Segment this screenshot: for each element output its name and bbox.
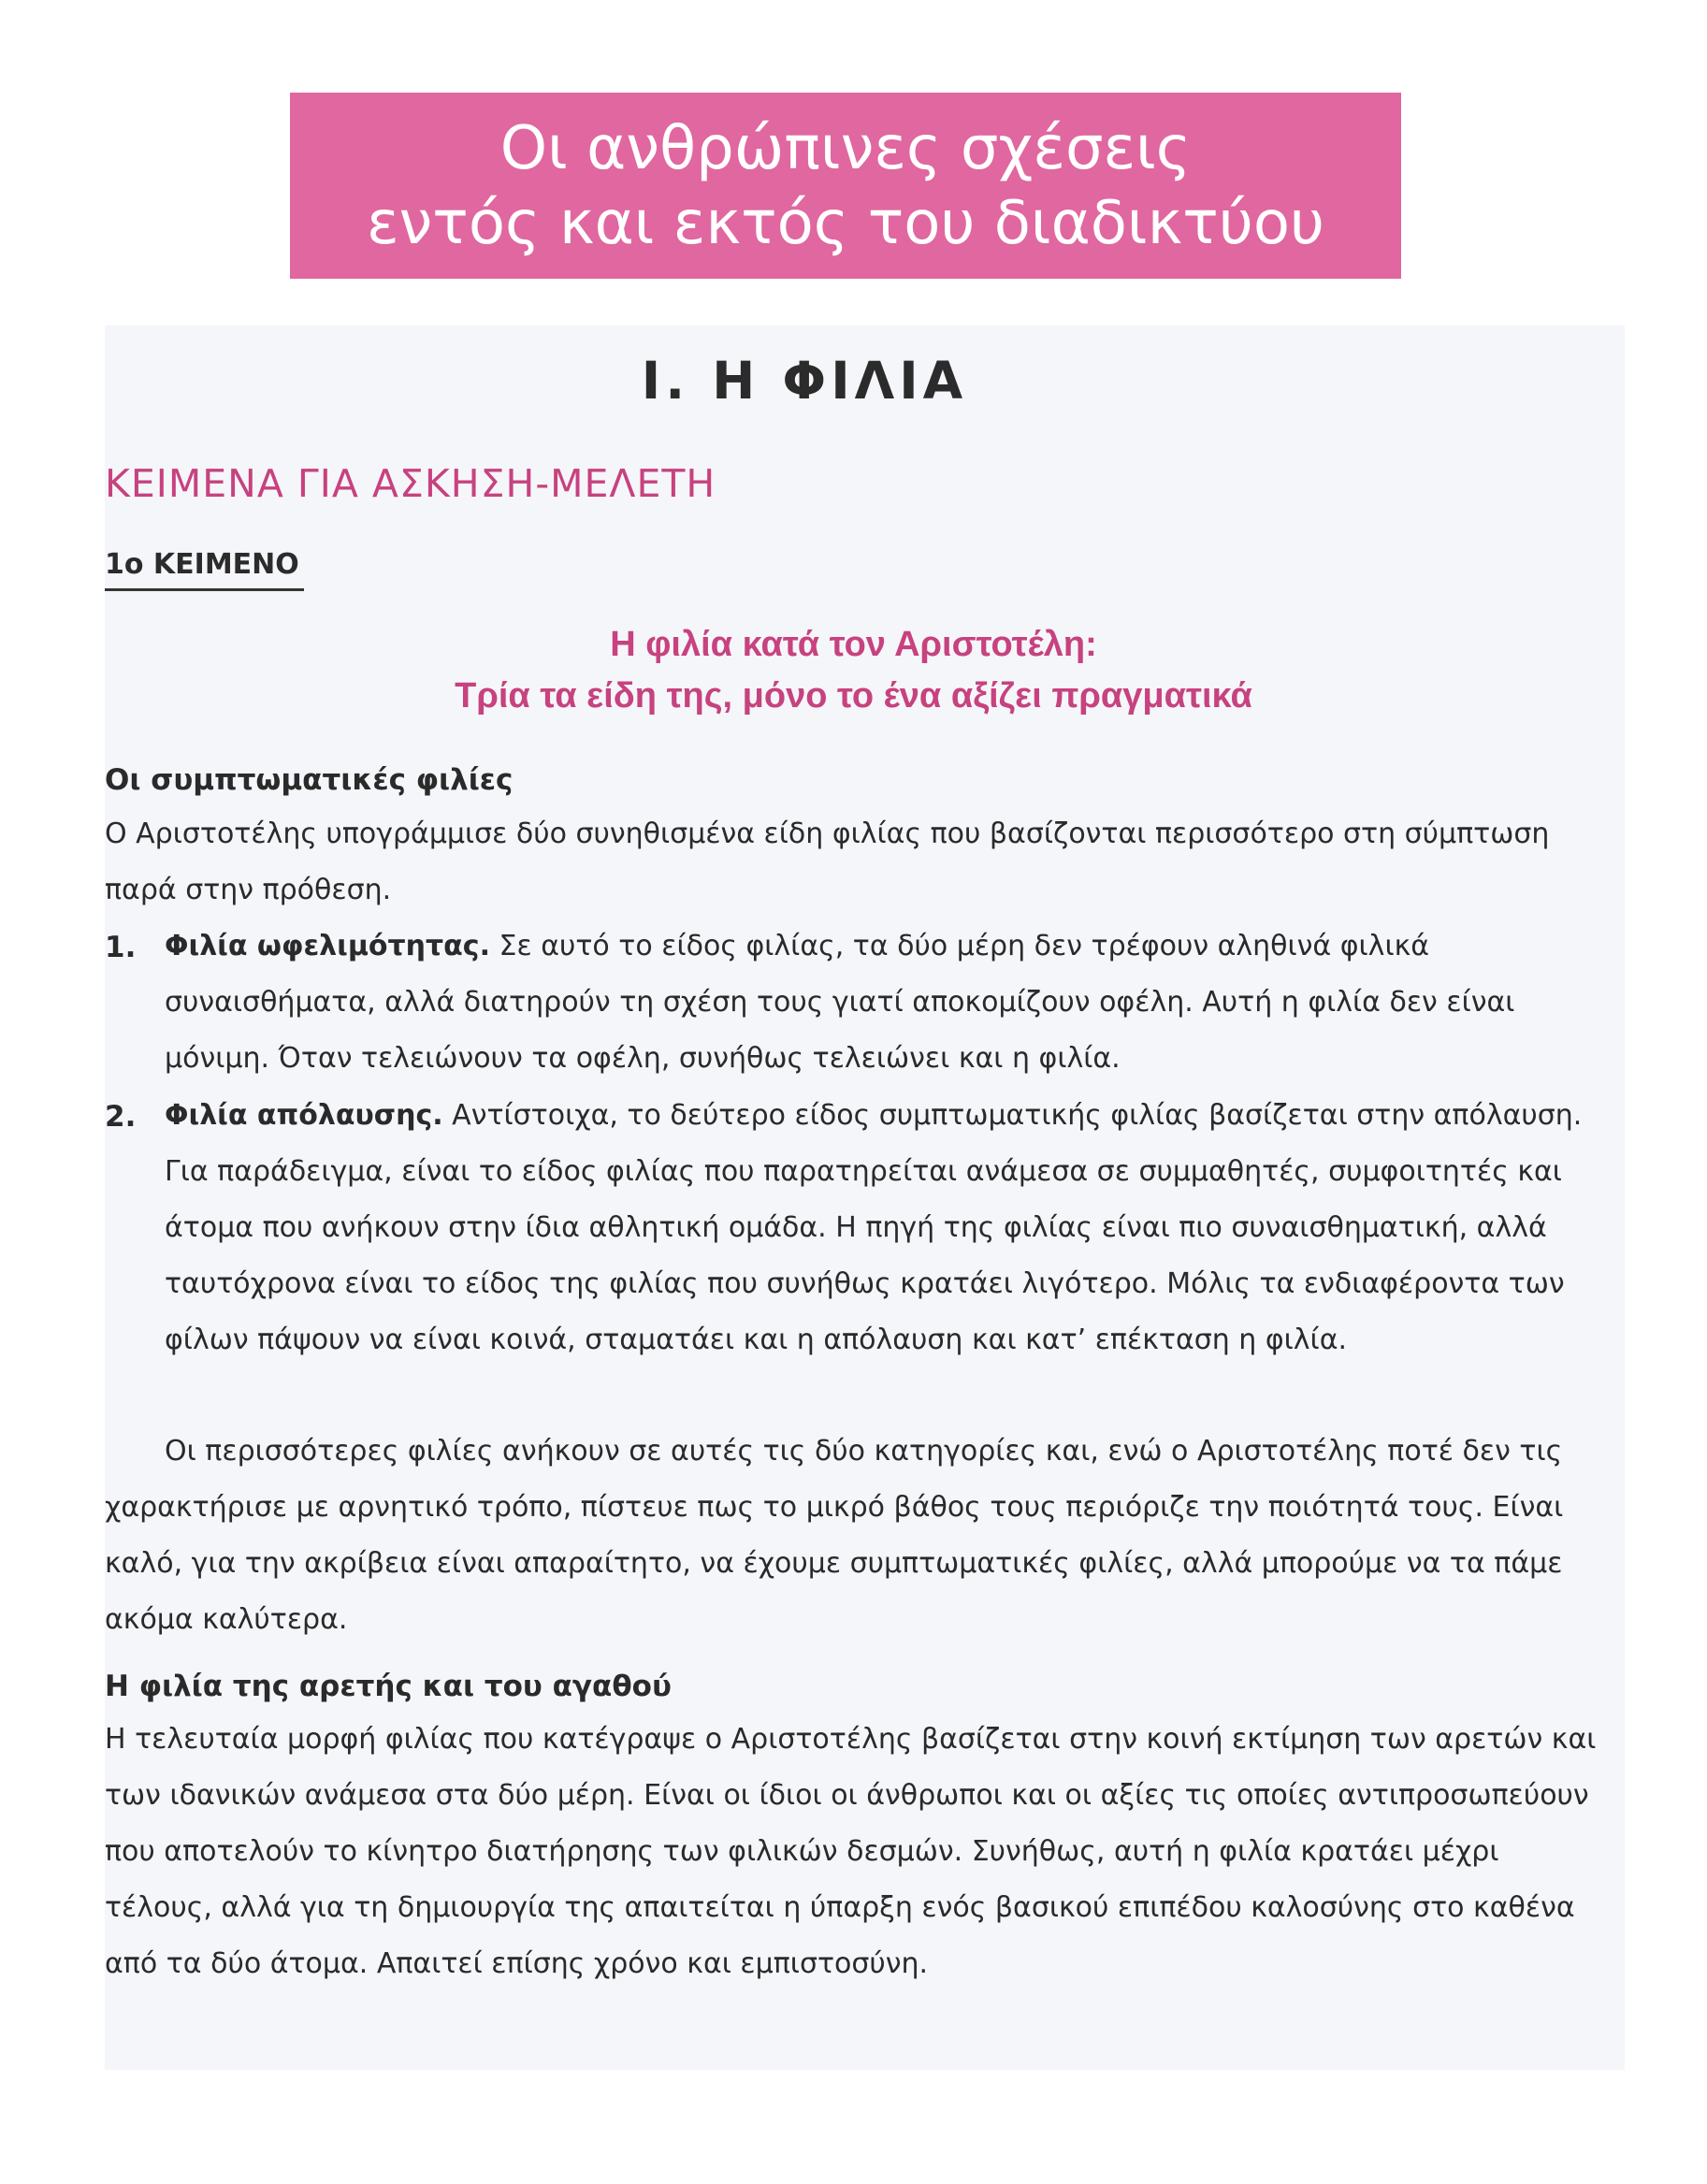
intro-paragraph (105, 806, 1601, 918)
article-title-line-2: Τρία τα είδη της, μόνο το ένα αξίζει πραγματικά (455, 676, 1252, 716)
list-item-1-number: 1. (105, 931, 137, 964)
subheading-virtue-friendship: Η φιλία της αρετής και του αγαθού (105, 1670, 672, 1703)
article-title-line-1: Η φιλία κατά τον Αριστοτέλη: (610, 625, 1097, 664)
subheading-incidental-friendships: Οι συμπτωματικές φιλίες (105, 763, 514, 797)
banner-line-2: εντός και εκτός του διαδικτύου (366, 188, 1325, 258)
text-number-label: 1ο ΚΕΙΜΕΝΟ (105, 548, 299, 581)
list-item-1-term: Φιλία ωφελιμότητας. (165, 930, 490, 962)
list-item-1-text: Σε αυτό το είδος φιλίας, τα δύο μέρη δεν τρέφουν αληθινά φιλικά συναισθήματα, αλλά διατηρούν τη σχέση τους γιατί αποκομίζουν οφέλη. Αυτή η φιλία δεν είναι μόνιμη. Όταν τελειώνουν τα οφέλη, συνήθως τελειώνει και η φιλία. (165, 930, 1515, 1075)
intro-text: Ο Αριστοτέλης υπογράμμισε δύο συνηθισμένα είδη φιλίας που βασίζονται περισσότερο στη σύμπτωση παρά στην πρόθεση. (105, 817, 1550, 906)
list-item-2-number: 2. (105, 1100, 137, 1134)
list-item-2-text: Αντίστοιχα, το δεύτερο είδος συμπτωματικής φιλίας βασίζεται στην απόλαυση. Για παράδειγμα, είναι το είδος φιλίας που παρατηρείται ανάμεσα σε συμμαθητές, συμφοιτητές και άτομα που ανήκουν στην ίδια αθλητική ομάδα. Η πηγή της φιλίας είναι πιο συναισθηματική, αλλά ταυτόχρονα είναι το είδος της φιλίας που συνήθως κρατάει λιγότερο. Μόλις τα ενδιαφέροντα των φίλων πάψουν να είναι κοινά, σταματάει και η απόλαυση και κατ’ επέκταση η φιλία. (165, 1099, 1583, 1356)
paragraph-3 (105, 1712, 1601, 1992)
paragraph-3-text: Η τελευταία μορφή φιλίας που κατέγραψε ο Αριστοτέλης βασίζεται στην κοινή εκτίμηση των αρετών και των ιδανικών ανάμεσα στα δύο μέρη. Είναι οι ίδιοι οι άνθρωποι και οι αξίες τις οποίες αντιπροσωπεύουν που αποτελούν το κίνητρο διατήρησης των φιλικών δεσμών. Συνήθως, αυτή η φιλία κρατάει μέχρι τέλους, αλλά για τη δημιουργία της απαιτείται η ύπαρξη ενός βασικού επιπέδου καλοσύνης στο καθένα από τα δύο άτομα. Απαιτεί επίσης χρόνο και εμπιστοσύνη. (105, 1723, 1597, 1980)
chapter-title: Ι. Η ΦΙΛΙΑ (641, 351, 968, 411)
banner-line-1: Οι ανθρώπινες σχέσεις (499, 113, 1192, 183)
list-item-2-term: Φιλία απόλαυσης. (165, 1099, 443, 1132)
paragraph-2 (105, 1424, 1601, 1648)
paragraph-2-text: Οι περισσότερες φιλίες ανήκουν σε αυτές τις δύο κατηγορίες και, ενώ ο Αριστοτέλης ποτέ δεν τις χαρακτήρισε με αρνητικό τρόπο, πίστευε πως το μικρό βάθος τους περιόριζε την ποιότητά τους. Είναι καλό, για την ακρίβεια είναι απαραίτητο, να έχουμε συμπτωματικές φιλίες, αλλά μπορούμε να τα πάμε ακόμα καλύτερα. (105, 1435, 1564, 1636)
topic-banner (290, 93, 1401, 279)
list-item-2 (165, 1088, 1603, 1368)
text-number-underline (105, 588, 304, 591)
list-item-1 (165, 918, 1603, 1087)
section-title: ΚΕΙΜΕΝΑ ΓΙΑ ΑΣΚΗΣΗ-ΜΕΛΕΤΗ (105, 461, 716, 506)
